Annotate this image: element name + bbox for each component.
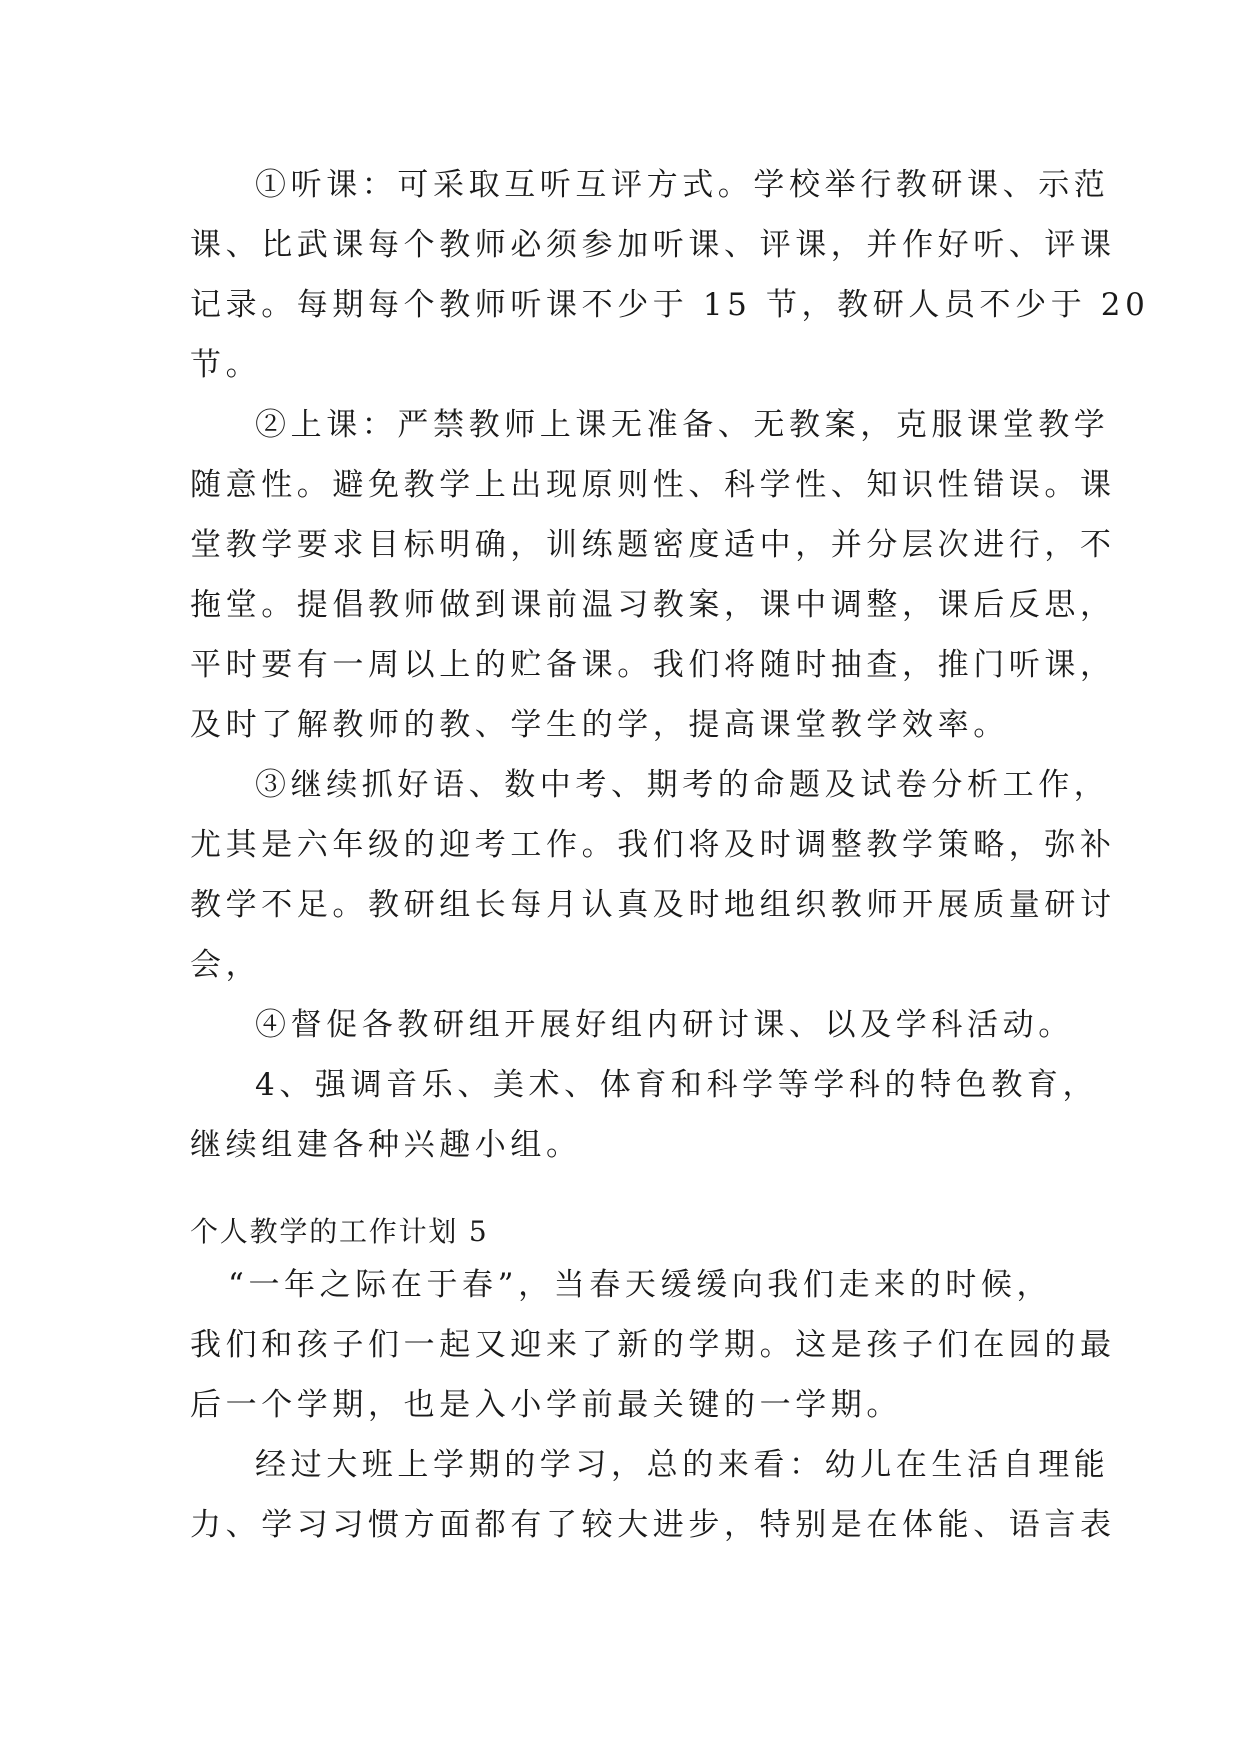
paragraph-line: 4、强调音乐、美术、体育和科学等学科的特色教育， <box>255 1067 1099 1103</box>
paragraph-line: 随意性。避免教学上出现原则性、科学性、知识性错误。课 <box>190 467 1116 503</box>
paragraph-line: 我们和孩子们一起又迎来了新的学期。这是孩子们在园的最 <box>190 1327 1116 1363</box>
paragraph-line: 会， <box>190 947 262 983</box>
paragraph-line: 经过大班上学期的学习，总的来看：幼儿在生活自理能 <box>255 1447 1110 1483</box>
paragraph-line: ④督促各教研组开展好组内研讨课、以及学科活动。 <box>255 1007 1074 1043</box>
paragraph-line: ③继续抓好语、数中考、期考的命题及试卷分析工作， <box>255 767 1110 803</box>
paragraph-line: 尤其是六年级的迎考工作。我们将及时调整教学策略，弥补 <box>190 827 1116 863</box>
section-title: 个人教学的工作计划 5 <box>190 1215 489 1248</box>
paragraph-line: 记录。每期每个教师听课不少于 15 节，教研人员不少于 20 <box>190 287 1150 323</box>
paragraph-line: 继续组建各种兴趣小组。 <box>190 1127 582 1163</box>
paragraph-line: 及时了解教师的教、学生的学，提高课堂教学效率。 <box>190 707 1009 743</box>
paragraph-line: 平时要有一周以上的贮备课。我们将随时抽查，推门听课， <box>190 647 1116 683</box>
paragraph-line: 课、比武课每个教师必须参加听课、评课，并作好听、评课 <box>190 227 1116 263</box>
paragraph-line: ①听课：可采取互听互评方式。学校举行教研课、示范 <box>255 167 1110 203</box>
paragraph-line: 力、学习习惯方面都有了较大进步，特别是在体能、语言表 <box>190 1507 1116 1543</box>
paragraph-line: 节。 <box>190 347 262 383</box>
paragraph-line: 后一个学期，也是入小学前最关键的一学期。 <box>190 1387 902 1423</box>
paragraph-line: 拖堂。提倡教师做到课前温习教案，课中调整，课后反思， <box>190 587 1116 623</box>
paragraph-line: 堂教学要求目标明确，训练题密度适中，并分层次进行，不 <box>190 527 1116 563</box>
paragraph-line: 教学不足。教研组长每月认真及时地组织教师开展质量研讨 <box>190 887 1116 923</box>
paragraph-line: ②上课：严禁教师上课无准备、无教案，克服课堂教学 <box>255 407 1110 443</box>
paragraph-line: “一年之际在于春”，当春天缓缓向我们走来的时候， <box>228 1267 1053 1303</box>
